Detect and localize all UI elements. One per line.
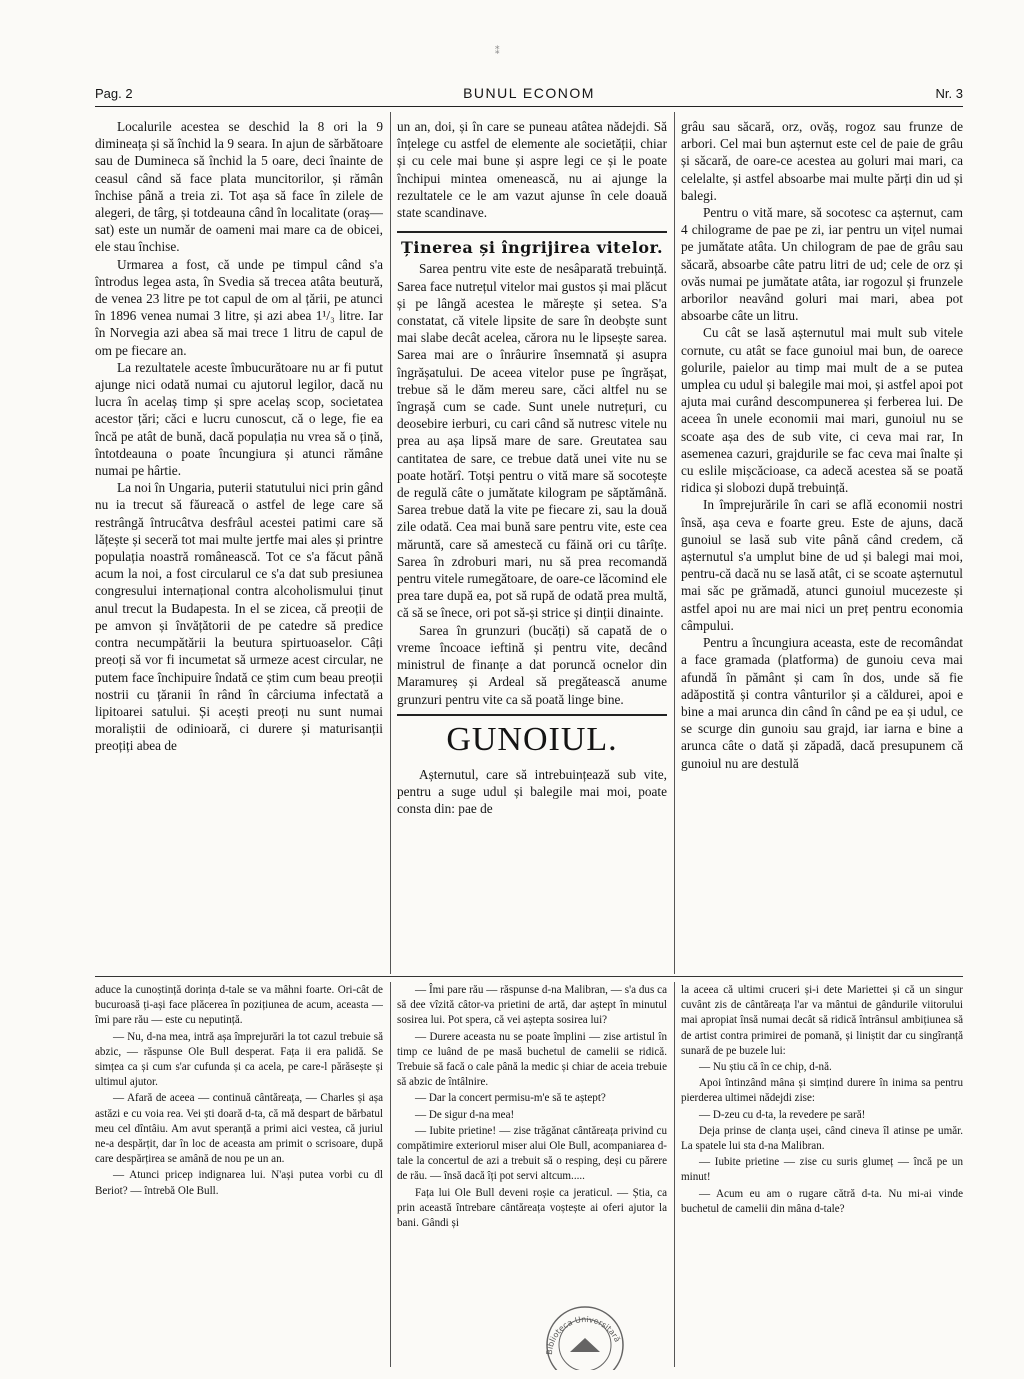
column-rule	[390, 112, 391, 974]
article-column-3	[681, 118, 963, 973]
column-rule	[674, 112, 675, 974]
paragraph: Cu cât se lasă așternutul mai mult sub vitele cornute, cu atât se face gunoiul mai bun, de oarece golurile, paielor au timp mai mult de a se putea umplea cu udul și balegile mai moi, și astfel apoi pot ajuta mai curând descompunerea și ferberea lui. De aceea în unele economii mai mari, gunoiul nu se scoate așa des de sub vite, ci ceva mai rar, In asemenea cazuri, grajdurile se fac ceva mai înalte și cu eslile mișcăcioase, ca adecă acestea să se poată ridica și slobozi după trebuință.	[681, 325, 963, 496]
stamp-text: Biblioteca Universitară	[544, 1314, 622, 1356]
paragraph: Sarea pentru vite este de nesâparată trebuință. Sarea face nutrețul vitelor mai gustos și mai plăcut și pe lângă acestea le mărește și setea. S'a constatat, că vitele lipsite de sare în deobște sunt mai slabe decât acelea, cărora nu le lipsește sarea. Sarea mai are o înrâurire însemnată și asupra îngrășatului. De aceea vitelor puse pe îngrășat, trebue să le dăm mereu sare, căci altfel nu se îngrașă cum se cade. Sunt unele nutrețuri, cu deosebire ierburi, cu cari când să nutresc vitele nu prea au așa lipsă mare de sare. Greutatea sau cantitatea de sare, ce trebue dată unei vite nu se poate hotărî. Totși pentru o vită mare să socotește de regulă câte o jumătate kilogram pe săptămână. Sarea trebue dată la vite pe fiecare zi, sau la două zile odată. Cea mai bună sare pentru vite, este cea măruntă, care să amestecă cu făină ori cu târîțe. Sarea în zdroburi mari, nu să prea recomandă pentru vitele rumegătoare, de oare-ce lăcomind ele prea tare după ea, pot să rupă de odată prea multă, că să se înece, ori pot să-și strice și dinții dinainte.	[397, 261, 667, 621]
paragraph: grâu sau săcară, orz, ovăș, rogoz sau frunze de arbori. Cel mai bun așternut este cel de paie de grâu și săcară, de oare-ce acestea au goluri mai mari, ca celelalte, și astfel absoarbe mai multe părți din ud și balegi.	[681, 119, 963, 203]
paragraph: — De sigur d-na mea!	[415, 1108, 515, 1121]
page-header	[95, 84, 963, 107]
article-column-2	[397, 118, 667, 973]
paragraph: — Nu, d-na mea, intră așa împrejurări la tot cazul trebuie să abzic, — răspunse Ole Bull desperat. Fața ii era palidă. Se simțea ca și cum s'ar cufunda și ca acela, pe care-l părăsește și ultimul ajutor.	[95, 1030, 383, 1089]
paragraph: — Iubite prietine — zise cu suris glumeț — încă pe un minut!	[681, 1156, 963, 1184]
paragraph: — Atunci pricep indignarea lui. N'ași putea vorbi cu dl Beriot? — întrebă Ole Bull.	[95, 1169, 383, 1197]
feuilleton-column-1	[95, 983, 383, 1363]
printer-mark: ⁑	[495, 46, 500, 56]
feuilleton-divider	[95, 976, 963, 977]
paragraph: — D-zeu cu d-ta, la revedere pe sară!	[699, 1108, 866, 1121]
column-rule	[674, 982, 675, 1367]
paragraph: Așternutul, care să intrebuințează sub vite, pentru a suge udul și balegile mai moi, poate consta din: pae de	[397, 766, 667, 817]
paragraph: la aceea că ultimi cruceri și-i dete Mariettei și că un singur cuvânt zis de cântăreața l'ar va mântui de gândurile viitorului mai apropiat însă numai decât să ridică întrânsul ambițiunea să de artist contra primirei de pomană, și liniștit dar cu singîranță sunară de pe buzele lui:	[681, 984, 963, 1057]
paragraph: — Îmi pare rău — răspunse d-na Malibran, — s'a dus ca să dee vîzită câtor-va prietini de artă, dar aștept în minutul sosirea lui. Pot spera, că vei aștepta sosirea lui?	[397, 984, 667, 1027]
paragraph: La rezultatele aceste îmbucurătoare nu ar fi putut ajunge nici odată numai cu ajutorul legilor, dacă nu lucra în acelaș timp și spre acelaș scop, societatea acestor țări; căci e lucru cunoscut, că o lege, fie ea încă pe atât de bună, dacă populația nu vrea să o țină, întotdeauna o poate încungiura și atunci rămâne numai pe hârtie.	[95, 359, 383, 479]
paragraph: Apoi întinzând mâna și simțind durere în inima sa pentru pierderea ultimei nădejdi zise:	[681, 1077, 963, 1105]
page-number: Pag. 2	[95, 86, 133, 101]
paragraph: In împrejurările în cari se află economii nostri însă, așa ceva e foarte greu. Este de ajuns, dacă gunoiul se lasă sub vite până când credem, că așternutul s'a umplut bine de ud și balegi mai moi, pentru-că dacă nu se lasă atât, ci se scoate așternutul mai săc pe grămadă, atunci gunoiul mucezeste și astfel apoi nu are mai nici un preț pentru economia câmpului.	[681, 497, 963, 633]
feuilleton-column-3	[681, 983, 963, 1363]
paragraph: Pentru o vită mare, să socotesc ca așternut, cam 4 chilograme de pae pe zi, iar pentru un vițel numai pe jumătate atâta. Un chilogram de pae de grâu sau săcară, absoarbe câte patru litri de ud; cele de orz și ovăs numai pe jumătate atâta, iar rogozul și frunzele arborilor neavând goluri mai mari, abea pot absoarbe câte un litru.	[681, 205, 963, 324]
paragraph: — Acum eu am o rugare cătră d-ta. Nu mi-ai vinde buchetul de camelii din mâna d-tale?	[681, 1187, 963, 1215]
paragraph: Pentru a încungiura aceasta, este de recomândat a face gramada (platforma) de gunoiu ceva mai afundă în pământ și cam în dos, unde să fie adăpostită și contra vânturilor și a căldurei, apoi e bine a mai arunca din când în când pe ea și udul, ce se scurge din gunoiu sau grajd, iar iarna e bine a arunca câte o dată și zăpadă, dacă presupunem că gunoiul nu are destulă	[681, 635, 963, 771]
section-title-vite: Ținerea și îngrijirea vitelor.	[397, 231, 667, 256]
newspaper-title: BUNUL ECONOM	[463, 85, 595, 101]
paragraph: — Durere aceasta nu se poate împlini — zise artistul în timp ce luând de pe masă buchetul de camelii se ridică. Trebuie să facă o cale până la medic și chiar de aceia trebuie să abzic de întâlnire.	[397, 1030, 667, 1089]
issue-number: Nr. 3	[935, 86, 963, 101]
section-title-gunoiul: GUNOIUL.	[397, 714, 667, 760]
paragraph: Urmarea a fost, că unde pe timpul când s'a întrodus legea asta, în Svedia să trecea atâta beutură, de venea 23 litre pe tot capul de om al țării, pe atunci în 1896 venea numai 3 litre, și azi abea 1¹/₃ litre. Iar în Norvegia azi abea să mai trece 1 litru de capul de om pe fiecare an.	[95, 256, 383, 358]
paragraph: un an, doi, și în care se puneau atâtea nădejdi. Să înțelege cu astfel de elemente ale societății, chiar și cu cele mai bune și aspre legi ce și le poate închipui mintea omenească, nu ai ajunge la rezultatele ce le am vazut ajunse în cele doauă state scandinave.	[397, 119, 667, 221]
paragraph: Localurile acestea se deschid la 8 ori la 9 dimineața și să închid la 9 seara. In ajun de sărbătoare sau de Dumineca să închid la 5 oare, deci înainte de ceasul când să face plata muncitorilor, și rămân închise până a treia zi. Tot așa să face în zilele de alegeri, de târg, și totdeauna când în localitate (oraș—sat) este un număr de oameni mai mare ca de obicei, ele stau închise.	[95, 119, 383, 255]
paragraph: — Afară de aceea — continuă cântăreața, — Charles și așa astăzi e cu voia rea. Vei ști doară d-ta, că mă despart de bărbatul meu cel dîntâiu. Am avut speranță a primi aici vestea, că juriul ne-a despărțit, dar în loc de aceasta am primit o scrisoare, după care despărțirea se amână de nou pe un an.	[95, 1092, 383, 1166]
paragraph: Fața lui Ole Bull deveni roșie ca jeraticul. — Știa, ca prin această întrebare cântăreața voștește ai oferi ajutor la bani. Gândi și	[397, 1186, 667, 1230]
paragraph: La noi în Ungaria, puterii statutului nici prin gând nu ia trecut să făureacă o astfel de lege care să restrângă întrucâtva desfrâul acestei patimi care să lățește și seceră tot mai multe jertfe mai ales și printre populația noastră românească. Tot ce s'a făcut până acum la noi, a fost circularul ce s'a dat sub presiunea congresului internațional contra alcoholismului ținut anul trecut la Budapesta. In el se zicea, că preoții de pe amvon și învățătorii de pe catedre să predice contra necumpătării la beutura spirtuoaselor. Câți preoți să vor fi incumetat să urmeze acest circular, ne putem face închipuire îndată ce știm cum beau preoții nostrii cu țăranii în rând în cârciuma infectată a lipitoarei satului. Și acești preoți nu sunt numai moraliștii de odinioară, ci durere și maturisanții preoțiți abea de	[95, 480, 383, 754]
paragraph: — Nu știu că în ce chip, d-nă.	[699, 1061, 832, 1074]
paragraph: Sarea în grunzuri (bucăți) să capată de o vreme încoace ieftină și pentru vite, decând ministrul de finanțe a dat poruncă ocnelor din Maramureș și Ardeal să pregătească anume grunzuri pentru vite ca să poată linge bine.	[397, 622, 667, 707]
column-rule	[390, 982, 391, 1367]
paragraph: — Dar la concert permisu-m'e să te aștept?	[415, 1092, 606, 1105]
paragraph: Deja prinse de clanța ușei, când cineva îl atinse pe umăr. La spatele lui sta d-na Malibran.	[681, 1124, 963, 1153]
paragraph: aduce la cunoștință dorința d-tale se va mâhni foarte. Ori-cât de bucuroasă ți-ași face plăcerea în pozițiunea de acum, aceasta — îmi pare rău — este cu neputință.	[95, 984, 383, 1027]
library-stamp	[540, 1300, 630, 1370]
paragraph: — Iubite prietine! — zise trăgănat cântăreața privind cu compătimire exteriorul miser alui Ole Bull, acompaniarea d-tale la concertul de azi a trebuit să o resping, deși cu părere de rău. — însă dacă îți pot servi altcum.....	[397, 1124, 667, 1183]
article-column-1	[95, 118, 383, 973]
